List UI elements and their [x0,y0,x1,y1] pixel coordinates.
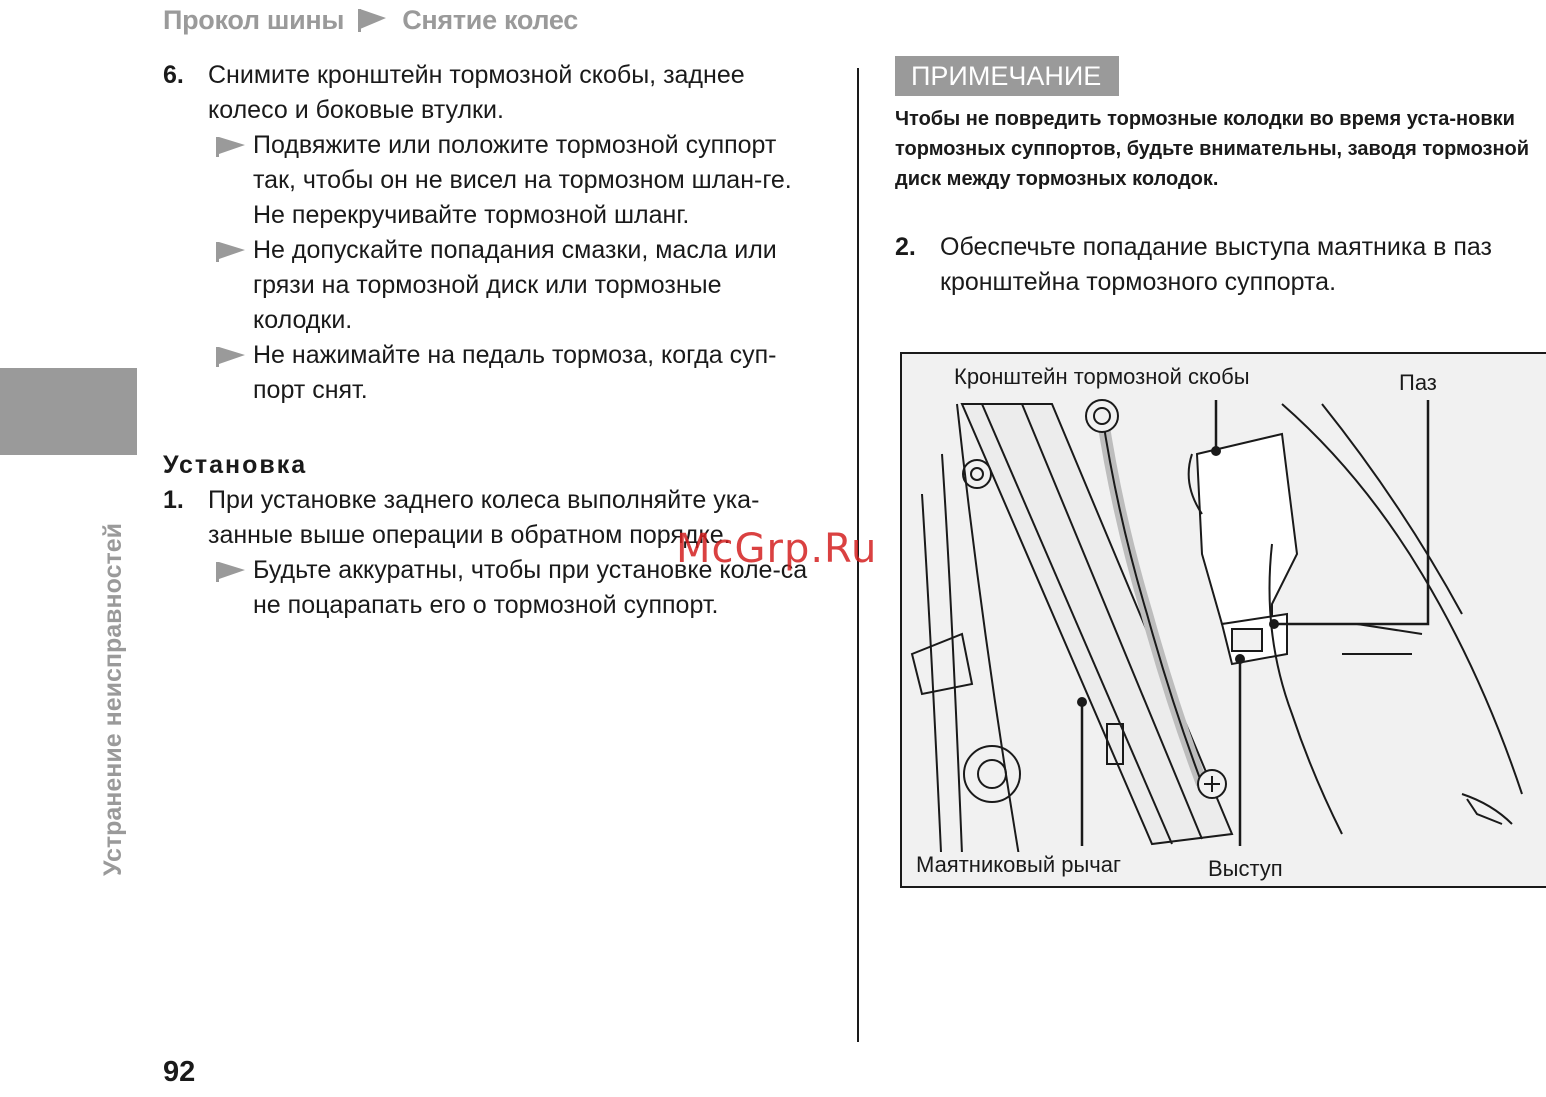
page-header [163,0,578,40]
step-number: 2. [895,233,916,261]
flag-arrow-icon [356,7,390,33]
arrow-icon [215,233,253,338]
page-number: 92 [163,1056,196,1088]
bullet-text: Не допускайте попадания смазки, масла или грязи на тормозной диск или тормозные колодки. [253,236,777,334]
chapter-tab [0,368,137,455]
step-text: Обеспечьте попадание выступа маятника в паз кронштейна тормозного суппорта. [940,233,1493,296]
bullet-item [215,233,823,338]
bullet-text: Будьте аккуратны, чтобы при установке коле-са не поцарапать его о тормозной суппорт. [253,556,808,619]
step-6 [163,58,823,128]
note-text: Чтобы не повредить тормозные колодки во время уста-новки тормозных суппортов, будьте внимательны, заводя тормозной диск между тормозных колодок. [895,108,1530,190]
arrow-icon [215,128,253,233]
label-stop: Выступ [1208,856,1283,881]
arrow-icon [215,553,253,623]
step-number: 6. [163,61,184,89]
label-bracket: Кронштейн тормозной скобы [954,364,1250,389]
arrow-icon [215,338,253,408]
label-swingarm: Маятниковый рычаг [916,852,1122,877]
step-text: При установке заднего колеса выполняйте ука-занные выше операции в обратном порядке. [208,486,760,549]
right-column [895,56,1545,300]
bullet-text: Подвяжите или положите тормозной суппорт так, чтобы он не висел на тормозном шлан-ге. Не перекручивайте тормозной шланг. [253,131,792,229]
step-number: 1. [163,486,184,514]
step-2 [895,230,1545,300]
note-badge: ПРИМЕЧАНИЕ [895,56,1119,96]
step-text: Снимите кронштейн тормозной скобы, заднее колесо и боковые втулки. [208,61,745,124]
watermark: McGrp.Ru [676,526,878,572]
bullet-text: Не нажимайте на педаль тормоза, когда суп-порт снят. [253,341,777,404]
chapter-label: Устранение неисправностей [99,522,127,876]
section-title-install: Установка [163,451,308,479]
illustration-drawing [902,354,1546,886]
header-section: Прокол шины [163,4,345,35]
bullet-item [215,338,823,408]
header-subsection: Снятие колес [402,4,578,35]
brake-bracket-illustration [900,352,1546,888]
bullet-item [215,128,823,233]
label-slot: Паз [1399,370,1437,395]
